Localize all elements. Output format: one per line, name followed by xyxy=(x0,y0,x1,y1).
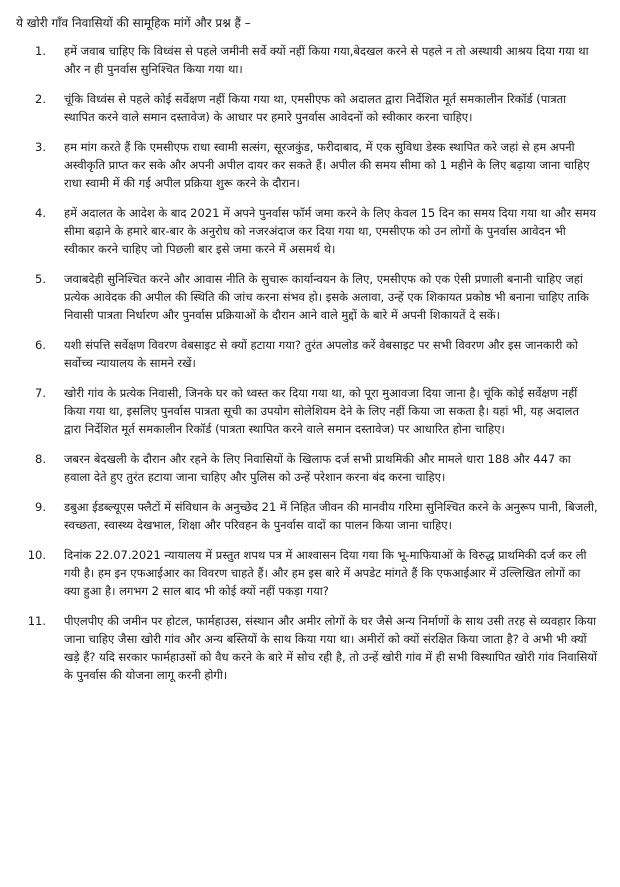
item-number: 1. xyxy=(35,44,46,58)
item-text: दिनांक 22.07.2021 न्यायालय में प्रस्तुत शपथ पत्र में आश्वासन दिया गया कि भू-माफियाओं के विरुद्ध प्राथमिकी दर्ज कर ली गयी है। हम इन एफआईआर का विवरण चाहते हैं। और हम इस बारे में अपडेट मांगते हैं कि एफआईआर में उल्लिखित लोगों का क्या हुआ है। लगभग 2 साल बाद भी कोई क्यों नहीं पकड़ा गया? xyxy=(64,548,587,598)
item-number: 5. xyxy=(35,272,46,286)
item-text: खोरी गांव के प्रत्येक निवासी, जिनके घर को ध्वस्त कर दिया गया था, को पूरा मुआवजा दिया जाना है। चूंकि कोई सर्वेक्षण नहीं किया गया था, इसलिए पुनर्वास पात्रता सूची का उपयोग सोलेशियम देने के लिए नहीं किया जा सकता है। यहां भी, यह अदालत द्वारा निर्देशित मूर्त समकालीन रिकॉर्ड (पात्रता स्थापित करने वाले समान दस्तावेज) पर आधारित होना चाहिए। xyxy=(64,386,580,436)
item-number: 10. xyxy=(27,548,46,562)
list-item xyxy=(16,204,606,258)
item-text: डबुआ ईडब्ल्यूएस फ्लैटों में संविधान के अनुच्छेद 21 में निहित जीवन की मानवीय गरिमा सुनिश्चित करने के अनुरूप पानी, बिजली, स्वच्छता, स्वास्थ्य देखभाल, शिक्षा और परिवहन के पुनर्वास वादों का पालन किया जाना चाहिए। xyxy=(64,500,598,532)
list-item xyxy=(16,450,606,486)
list-item xyxy=(16,384,606,438)
item-text: हमें जवाब चाहिए कि विध्वंस से पहले जमीनी सर्वे क्यों नहीं किया गया,बेदखल करने से पहले न तो अस्थायी आश्रय दिया गया था और न ही पुनर्वास सुनिश्चित किया गया था। xyxy=(64,44,589,76)
item-number: 7. xyxy=(35,386,46,400)
list-item xyxy=(16,90,606,126)
item-text: हम मांग करते हैं कि एमसीएफ राधा स्वामी सत्संग, सूरजकुंड, फरीदाबाद, में एक सुविधा डेस्क स्थापित करे जहां से हम अपनी अस्वीकृति प्राप्त कर सके और अपनी अपील दायर कर सकते हैं। अपील की समय सीमा को 1 महीने के लिए बढ़ाया जाना चाहिए राधा स्वामी में की गई अपील प्रक्रिया शुरू करने के दौरान। xyxy=(64,140,590,190)
item-number: 4. xyxy=(35,206,46,220)
item-number: 9. xyxy=(35,500,46,514)
list-item xyxy=(16,546,606,600)
intro-heading: ये खोरी गाँव निवासियों की सामूहिक मांगें और प्रश्न हैं – xyxy=(16,16,251,30)
item-number: 11. xyxy=(27,614,46,628)
item-number: 6. xyxy=(35,338,46,352)
list-item xyxy=(16,498,606,534)
item-number: 8. xyxy=(35,452,46,466)
item-text: जबरन बेदखली के दौरान और रहने के लिए निवासियों के खिलाफ दर्ज सभी प्राथमिकी और मामले धारा 188 और 447 का हवाला देते हुए तुरंत हटाया जाना चाहिए और पुलिस को उन्हें परेशान करना बंद करना चाहिए। xyxy=(64,452,571,484)
item-number: 3. xyxy=(35,140,46,154)
list-item xyxy=(16,270,606,324)
demands-list xyxy=(16,42,606,684)
item-text: यशी संपत्ति सर्वेक्षण विवरण वेबसाइट से क्यों हटाया गया? तुरंत अपलोड करें वेबसाइट पर सभी विवरण और इस जानकारी को सर्वोच्च न्यायालय के सामने रखें। xyxy=(64,338,578,370)
item-text: पीएलपीए की जमीन पर होटल, फार्महाउस, संस्थान और अमीर लोगों के घर जैसे अन्य निर्माणों के साथ उसी तरह से व्यवहार किया जाना चाहिए जैसा खोरी गांव और अन्य बस्तियों के साथ किया गया था। अमीरों को क्यों संरक्षित किया जाता है? वे अभी भी क्यों खड़े हैं? यदि सरकार फार्महाउसों को वैध करने के बारे में सोच रही है, तो उन्हें खोरी गांव में ही सभी विस्थापित खोरी गांव निवासियों के पुनर्वास की योजना लागू करनी होगी। xyxy=(64,614,598,682)
item-text: चूंकि विध्वंस से पहले कोई सर्वेक्षण नहीं किया गया था, एमसीएफ को अदालत द्वारा निर्देशित मूर्त समकालीन रिकॉर्ड (पात्रता स्थापित करने वाले समान दस्तावेज) के आधार पर हमारे पुनर्वास आवेदनों को स्वीकार करना चाहिए। xyxy=(64,92,567,124)
item-text: हमें अदालत के आदेश के बाद 2021 में अपने पुनर्वास फॉर्म जमा करने के लिए केवल 15 दिन का समय दिया गया था और समय सीमा बढ़ाने के हमारे बार-बार के अनुरोध को नजरअंदाज कर दिया गया था, एमसीएफ को उन लोगों के पुनर्वास आवेदन भी स्वीकार करने चाहिए जो पिछली बार इसे जमा करने में असमर्थ थे। xyxy=(64,206,597,256)
list-item xyxy=(16,138,606,192)
item-number: 2. xyxy=(35,92,46,106)
list-item xyxy=(16,336,606,372)
list-item xyxy=(16,612,606,684)
list-item xyxy=(16,42,606,78)
item-text: जवाबदेही सुनिश्चित करने और आवास नीति के सुचारू कार्यान्वयन के लिए, एमसीएफ को एक ऐसी प्रणाली बनानी चाहिए जहां प्रत्येक आवेदक की अपील की स्थिति की जांच करना संभव हो। इसके अलावा, उन्हें एक शिकायत प्रकोष्ठ भी बनाना चाहिए ताकि निवासी पात्रता निर्धारण और पुनर्वास प्रक्रियाओं के दौरान आने वाले मुद्दों के बारे में अपनी शिकायतें दे सकें। xyxy=(64,272,589,322)
